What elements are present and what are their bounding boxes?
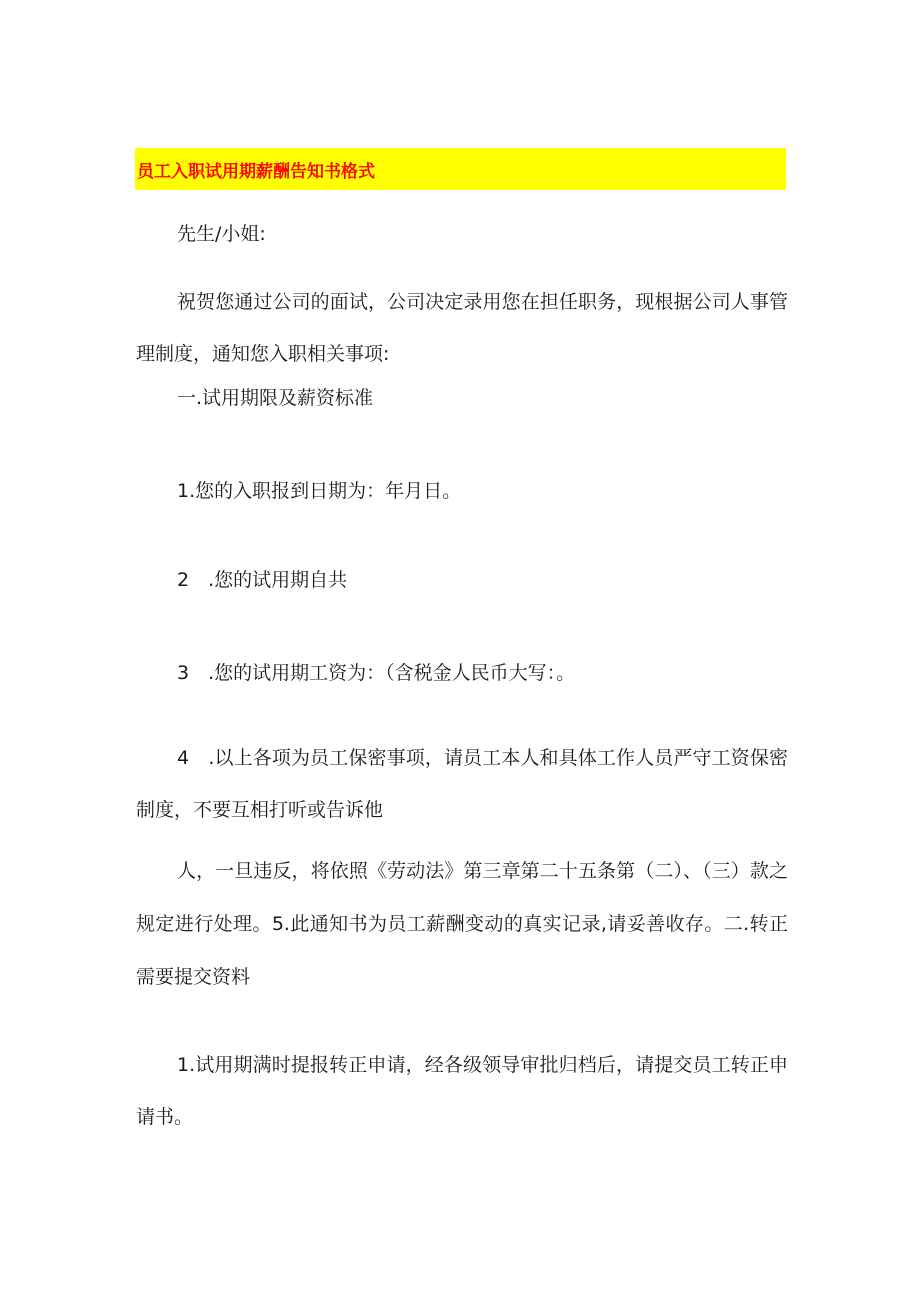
salutation: 先生/小姐: [177, 223, 266, 245]
section2-item-1-paragraph: 1.试用期满时提报转正申请，经各级领导审批归档后，请提交员工转正申请书。 [136, 1054, 788, 1128]
document-title: 员工入职试用期薪酬告知书格式 [137, 162, 375, 182]
intro-paragraph: 祝贺您通过公司的面试，公司决定录用您在担任职务，现根据公司人事管理制度，通知您入职相关事项: [136, 291, 788, 365]
item-4-paragraph: 4 .以上各项为员工保密事项，请员工本人和具体工作人员严守工资保密制度，不要互相打听或告诉他 [136, 747, 788, 821]
title-highlight [135, 148, 786, 190]
item-1: 1.您的入职报到日期为：年月日。 [177, 480, 462, 502]
section1-heading: 一.试用期限及薪资标准 [177, 387, 374, 409]
item-4-continuation-paragraph: 人，一旦违反，将依照《劳动法》第三章第二十五条第（二）、（三）款之规定进行处理。5.此通知书为员工薪酬变动的真实记录,请妥善收存。二.转正需要提交资料 [136, 860, 788, 988]
item-3: 3 .您的试用期工资为：（含税金人民币大写：。 [177, 662, 576, 684]
item-2: 2 .您的试用期自共 [177, 569, 348, 591]
